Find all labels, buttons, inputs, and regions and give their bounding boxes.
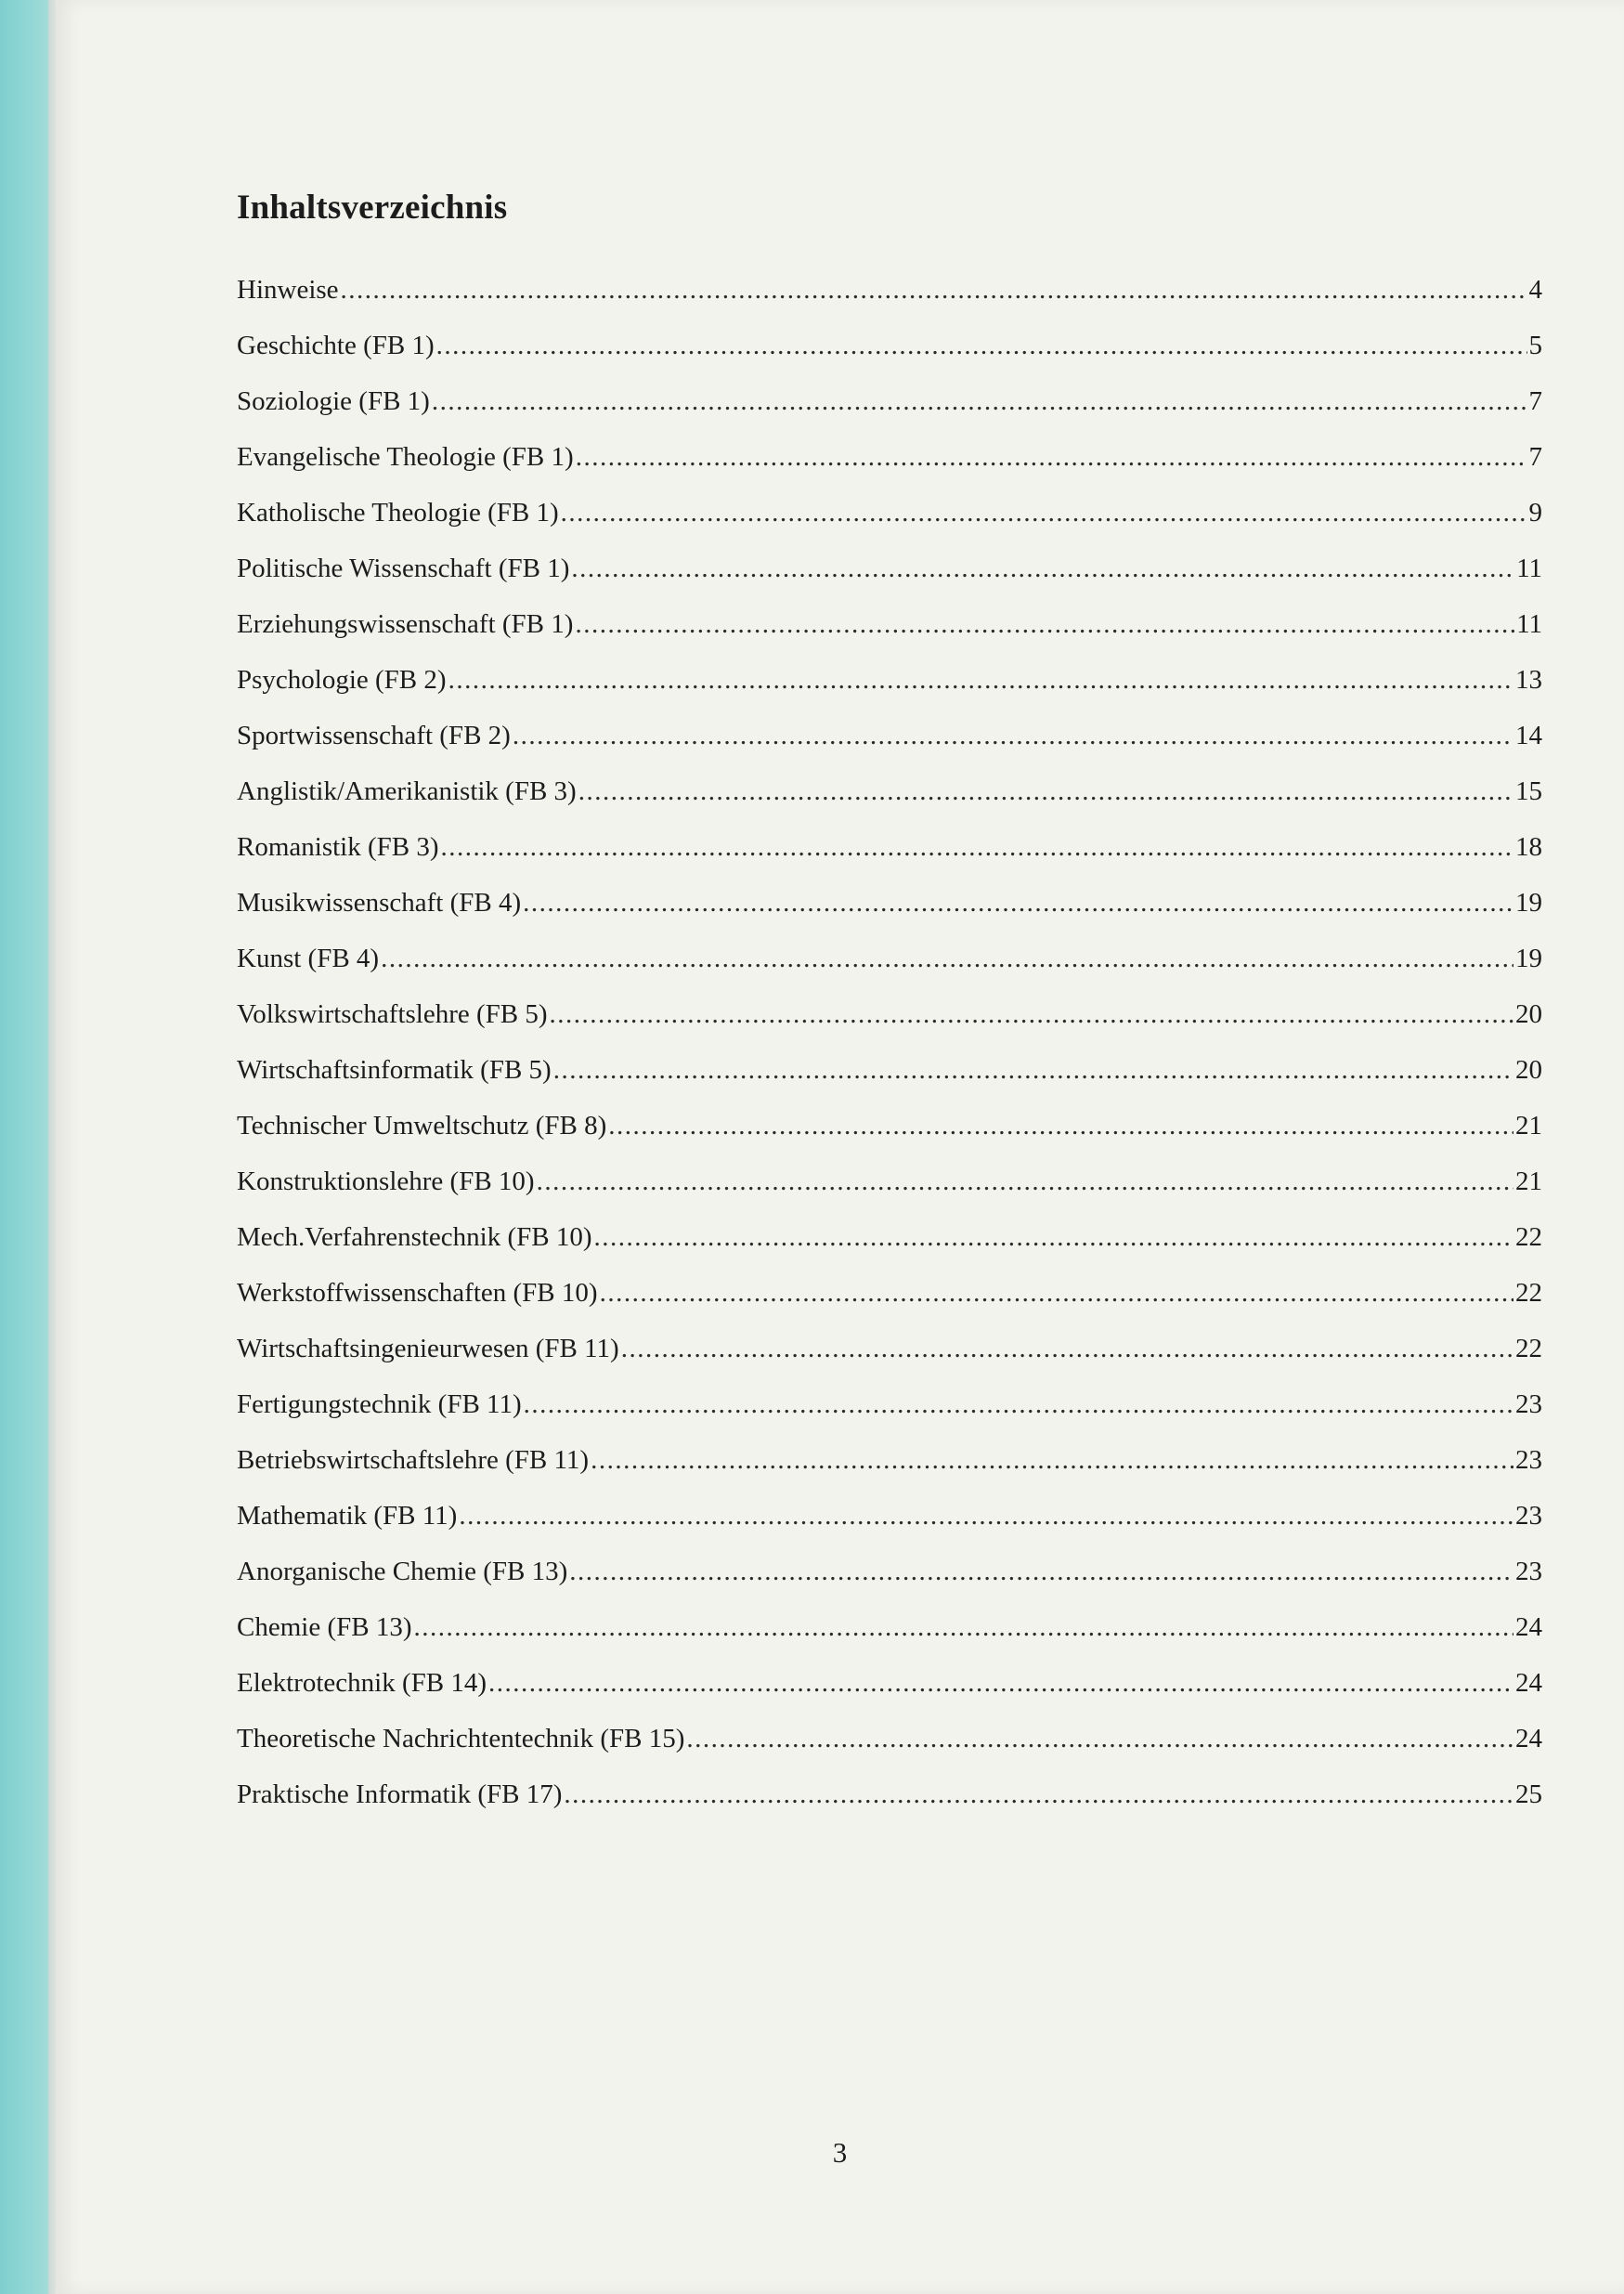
- toc-entry-wirtschaftsingenieurwesen[interactable]: [237, 1321, 1542, 1376]
- dot-leader: [436, 318, 1527, 373]
- dot-leader: [594, 1209, 1514, 1265]
- dot-leader: [414, 1599, 1514, 1655]
- toc-entry-label: Kunst (FB 4): [237, 944, 380, 973]
- toc-entry-technischer-umweltschutz[interactable]: [237, 1098, 1542, 1154]
- toc-entry-label: Geschichte (FB 1): [237, 331, 435, 360]
- toc-entry-label: Betriebswirtschaftslehre (FB 11): [237, 1445, 590, 1475]
- toc-entry-werkstoffwissenschaften[interactable]: [237, 1265, 1542, 1321]
- dot-leader: [571, 541, 1514, 596]
- dot-leader: [513, 708, 1514, 763]
- toc-entry-page: 24: [1515, 1612, 1542, 1642]
- dot-leader: [575, 596, 1514, 652]
- toc-entry-hinweise[interactable]: [237, 262, 1542, 318]
- toc-entry-label: Mech.Verfahrenstechnik (FB 10): [237, 1222, 592, 1252]
- toc-entry-page: 19: [1515, 944, 1542, 973]
- toc-entry-page: 23: [1515, 1501, 1542, 1531]
- toc-entry-page: 4: [1528, 275, 1542, 305]
- toc-entry-page: 22: [1515, 1334, 1542, 1363]
- dot-leader: [524, 1376, 1514, 1432]
- cover-strip: [0, 0, 54, 2294]
- toc-entry-page: 7: [1528, 386, 1542, 416]
- toc-entry-erziehungswissenschaft[interactable]: [237, 596, 1542, 652]
- toc-entry-elektrotechnik[interactable]: [237, 1655, 1542, 1711]
- toc-entry-page: 18: [1515, 832, 1542, 862]
- dot-leader: [569, 1544, 1514, 1599]
- toc-entry-label: Soziologie (FB 1): [237, 386, 430, 416]
- toc-entry-page: 24: [1515, 1724, 1542, 1753]
- toc-entry-label: Anglistik/Amerikanistik (FB 3): [237, 776, 577, 806]
- toc-entry-page: 9: [1528, 498, 1542, 528]
- toc-entry-page: 21: [1515, 1111, 1542, 1140]
- dot-leader: [341, 262, 1527, 318]
- toc-entry-page: 7: [1528, 442, 1542, 472]
- toc-entry-label: Hinweise: [237, 275, 339, 305]
- toc-entry-psychologie[interactable]: [237, 652, 1542, 708]
- toc-entry-label: Konstruktionslehre (FB 10): [237, 1167, 535, 1196]
- toc-entry-page: 23: [1515, 1389, 1542, 1419]
- toc-entry-label: Politische Wissenschaft (FB 1): [237, 554, 570, 583]
- dot-leader: [578, 763, 1514, 819]
- toc-entry-mathematik[interactable]: [237, 1488, 1542, 1544]
- toc-entry-musikwissenschaft[interactable]: [237, 875, 1542, 931]
- dot-leader: [459, 1488, 1514, 1544]
- toc-entry-betriebswirtschaftslehre[interactable]: [237, 1432, 1542, 1488]
- toc-entry-label: Praktische Informatik (FB 17): [237, 1779, 563, 1809]
- toc-entry-page: 11: [1516, 554, 1542, 583]
- toc-entry-label: Psychologie (FB 2): [237, 665, 447, 695]
- toc-entry-label: Romanistik (FB 3): [237, 832, 439, 862]
- dot-leader: [564, 1766, 1514, 1822]
- toc-entry-sportwissenschaft[interactable]: [237, 708, 1542, 763]
- toc-entry-page: 23: [1515, 1445, 1542, 1475]
- table-of-contents: [237, 262, 1542, 1822]
- toc-entry-anglistik-amerikanistik[interactable]: [237, 763, 1542, 819]
- toc-entry-label: Elektrotechnik (FB 14): [237, 1668, 487, 1698]
- toc-entry-page: 19: [1515, 888, 1542, 918]
- toc-entry-page: 22: [1515, 1222, 1542, 1252]
- dot-leader: [537, 1154, 1514, 1209]
- toc-entry-wirtschaftsinformatik[interactable]: [237, 1042, 1542, 1098]
- toc-entry-soziologie[interactable]: [237, 373, 1542, 429]
- toc-entry-katholische-theologie[interactable]: [237, 485, 1542, 541]
- dot-leader: [553, 1042, 1514, 1098]
- toc-entry-politische-wissenschaft[interactable]: [237, 541, 1542, 596]
- toc-entry-geschichte[interactable]: [237, 318, 1542, 373]
- document-page: [56, 0, 1624, 2294]
- toc-entry-label: Erziehungswissenschaft (FB 1): [237, 609, 574, 639]
- toc-entry-anorganische-chemie[interactable]: [237, 1544, 1542, 1599]
- dot-leader: [600, 1265, 1514, 1321]
- toc-entry-label: Sportwissenschaft (FB 2): [237, 721, 511, 750]
- toc-entry-label: Fertigungstechnik (FB 11): [237, 1389, 522, 1419]
- toc-entry-page: 15: [1515, 776, 1542, 806]
- dot-leader: [608, 1098, 1514, 1154]
- toc-entry-konstruktionslehre[interactable]: [237, 1154, 1542, 1209]
- dot-leader: [621, 1321, 1514, 1376]
- dot-leader: [448, 652, 1514, 708]
- toc-entry-page: 20: [1515, 1055, 1542, 1085]
- toc-entry-evangelische-theologie[interactable]: [237, 429, 1542, 485]
- toc-entry-page: 14: [1515, 721, 1542, 750]
- toc-entry-praktische-informatik[interactable]: [237, 1766, 1542, 1822]
- toc-entry-label: Chemie (FB 13): [237, 1612, 412, 1642]
- dot-leader: [441, 819, 1514, 875]
- toc-entry-label: Musikwissenschaft (FB 4): [237, 888, 522, 918]
- toc-entry-label: Katholische Theologie (FB 1): [237, 498, 559, 528]
- toc-entry-page: 23: [1515, 1557, 1542, 1586]
- dot-leader: [550, 986, 1514, 1042]
- toc-entry-label: Theoretische Nachrichtentechnik (FB 15): [237, 1724, 685, 1753]
- toc-entry-page: 13: [1515, 665, 1542, 695]
- toc-entry-chemie[interactable]: [237, 1599, 1542, 1655]
- toc-entry-page: 21: [1515, 1167, 1542, 1196]
- toc-entry-kunst[interactable]: [237, 931, 1542, 986]
- toc-entry-page: 11: [1516, 609, 1542, 639]
- toc-entry-label: Wirtschaftsinformatik (FB 5): [237, 1055, 552, 1085]
- toc-entry-page: 24: [1515, 1668, 1542, 1698]
- dot-leader: [381, 931, 1514, 986]
- page-title: Inhaltsverzeichnis: [237, 189, 508, 227]
- toc-entry-page: 22: [1515, 1278, 1542, 1308]
- toc-entry-label: Volkswirtschaftslehre (FB 5): [237, 999, 548, 1029]
- toc-entry-fertigungstechnik[interactable]: [237, 1376, 1542, 1432]
- toc-entry-volkswirtschaftslehre[interactable]: [237, 986, 1542, 1042]
- toc-entry-label: Mathematik (FB 11): [237, 1501, 458, 1531]
- toc-entry-label: Evangelische Theologie (FB 1): [237, 442, 574, 472]
- toc-entry-theoretische-nachrichtentechnik[interactable]: [237, 1711, 1542, 1766]
- toc-entry-page: 25: [1515, 1779, 1542, 1809]
- dot-leader: [686, 1711, 1514, 1766]
- toc-entry-page: 20: [1515, 999, 1542, 1029]
- toc-entry-label: Werkstoffwissenschaften (FB 10): [237, 1278, 598, 1308]
- dot-leader: [432, 373, 1527, 429]
- toc-entry-mech-verfahrenstechnik[interactable]: [237, 1209, 1542, 1265]
- dot-leader: [488, 1655, 1514, 1711]
- toc-entry-page: 5: [1528, 331, 1542, 360]
- dot-leader: [523, 875, 1514, 931]
- toc-entry-label: Wirtschaftsingenieurwesen (FB 11): [237, 1334, 619, 1363]
- dot-leader: [591, 1432, 1514, 1488]
- toc-entry-label: Anorganische Chemie (FB 13): [237, 1557, 568, 1586]
- toc-entry-romanistik[interactable]: [237, 819, 1542, 875]
- dot-leader: [561, 485, 1527, 541]
- dot-leader: [576, 429, 1527, 485]
- page-number: 3: [832, 2136, 848, 2169]
- toc-entry-label: Technischer Umweltschutz (FB 8): [237, 1111, 607, 1140]
